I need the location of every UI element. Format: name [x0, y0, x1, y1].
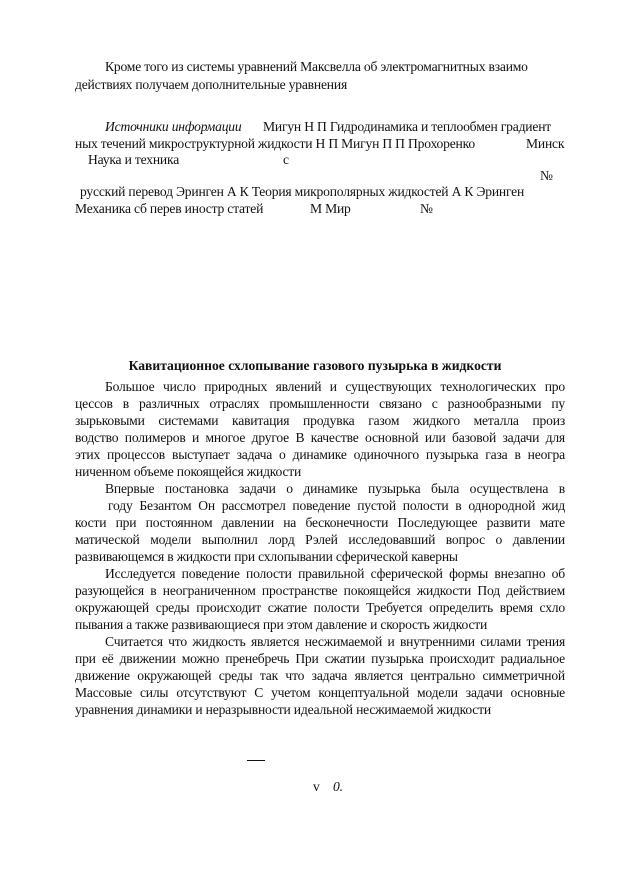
- paragraph-4-line: Массовые силы отсутствуют С учетом концептуальной модели задачи основные: [75, 685, 565, 700]
- fraction-bar: [247, 760, 265, 761]
- paragraph-2-line: развивающемся в жидкости при схлопывании сферической каверны: [75, 549, 458, 564]
- paragraph-3-line: Исследуется поведение полости правильной сферической формы внезапно об: [105, 566, 565, 581]
- formula-v: v: [313, 779, 320, 794]
- paragraph-2-line: Впервые постановка задачи о динамике пузырька была осуществлена в: [105, 481, 565, 496]
- paragraph-2-line: году Безантом Он рассмотрел поведение пустой полости в однородной жид: [108, 498, 565, 513]
- paragraph-4-line: при её движении можно пренебречь При сжатии пузырька происходит радиальное: [75, 651, 565, 666]
- sources-heading: Источники информации: [105, 119, 242, 134]
- article-title: Кавитационное схлопывание газового пузырька в жидкости: [128, 358, 502, 373]
- paragraph-3-line: окружающей среды происходит сжатие полости Требуется определить время схло: [75, 600, 565, 615]
- paragraph-3-line: пывания а также развивающиеся при этом давление и скорость жидкости: [75, 617, 488, 632]
- paragraph-3-line: разующейся в неограниченном пространстве покоящейся жидкости Под действием: [75, 583, 565, 598]
- paragraph-2-line: матической модели выполнил лорд Рэлей исследовавший вопрос о давлении: [75, 532, 565, 547]
- reference-1-city: Минск: [526, 136, 565, 151]
- numero-sign-1: №: [540, 168, 553, 183]
- paragraph-4-line: движение окружающей среды так что задача является центрально симметричной: [75, 668, 565, 683]
- formula-zero: 0.: [333, 779, 343, 794]
- paragraph-1-line: Большое число природных явлений и существующих технологических про: [105, 379, 565, 394]
- paragraph-1-line: этих процессов выступает задача о динамике одиночного пузырька газа в неогра: [75, 447, 565, 462]
- paragraph-1-line: цессов в различных отраслях промышленности связано с разнообразными пу: [75, 396, 565, 411]
- numero-sign-2: №: [420, 201, 433, 216]
- reference-2-publisher: М Мир: [310, 201, 351, 216]
- paragraph-1-line: ниченном объеме покоящейся жидкости: [75, 464, 302, 479]
- reference-2-line-1: русский перевод Эринген А К Теория микрополярных жидкостей А К Эринген: [80, 184, 525, 199]
- paragraph-1-line: зырьковыми системами кавитация продувка газом жидкого металла произ: [75, 413, 565, 428]
- paragraph-4-line: Считается что жидкость является несжимаемой и внутренними силами трения: [105, 634, 565, 649]
- intro-line-2: действиях получаем дополнительные уравнения: [75, 77, 348, 92]
- paragraph-4-line: уравнения динамики и неразрывности идеальной несжимаемой жидкости: [75, 702, 491, 717]
- intro-line-1: Кроме того из системы уравнений Максвелла об электромагнитных взаимо: [105, 59, 528, 74]
- reference-2-line-2: Механика сб перев иностр статей: [75, 201, 264, 216]
- reference-1-line-2: ных течений микроструктурной жидкости Н П Мигун П П Прохоренко: [75, 136, 475, 151]
- reference-1-pages: с: [283, 152, 289, 167]
- reference-1-line-1: Мигун Н П Гидродинамика и теплообмен градиент: [263, 119, 552, 134]
- paragraph-2-line: кости при постоянном давлении на бесконечности Последующее развити мате: [75, 515, 565, 530]
- reference-1-publisher: Наука и техника: [88, 152, 180, 167]
- paragraph-1-line: водство полимеров и многое другое В качестве основной или базовой задачи для: [75, 430, 565, 445]
